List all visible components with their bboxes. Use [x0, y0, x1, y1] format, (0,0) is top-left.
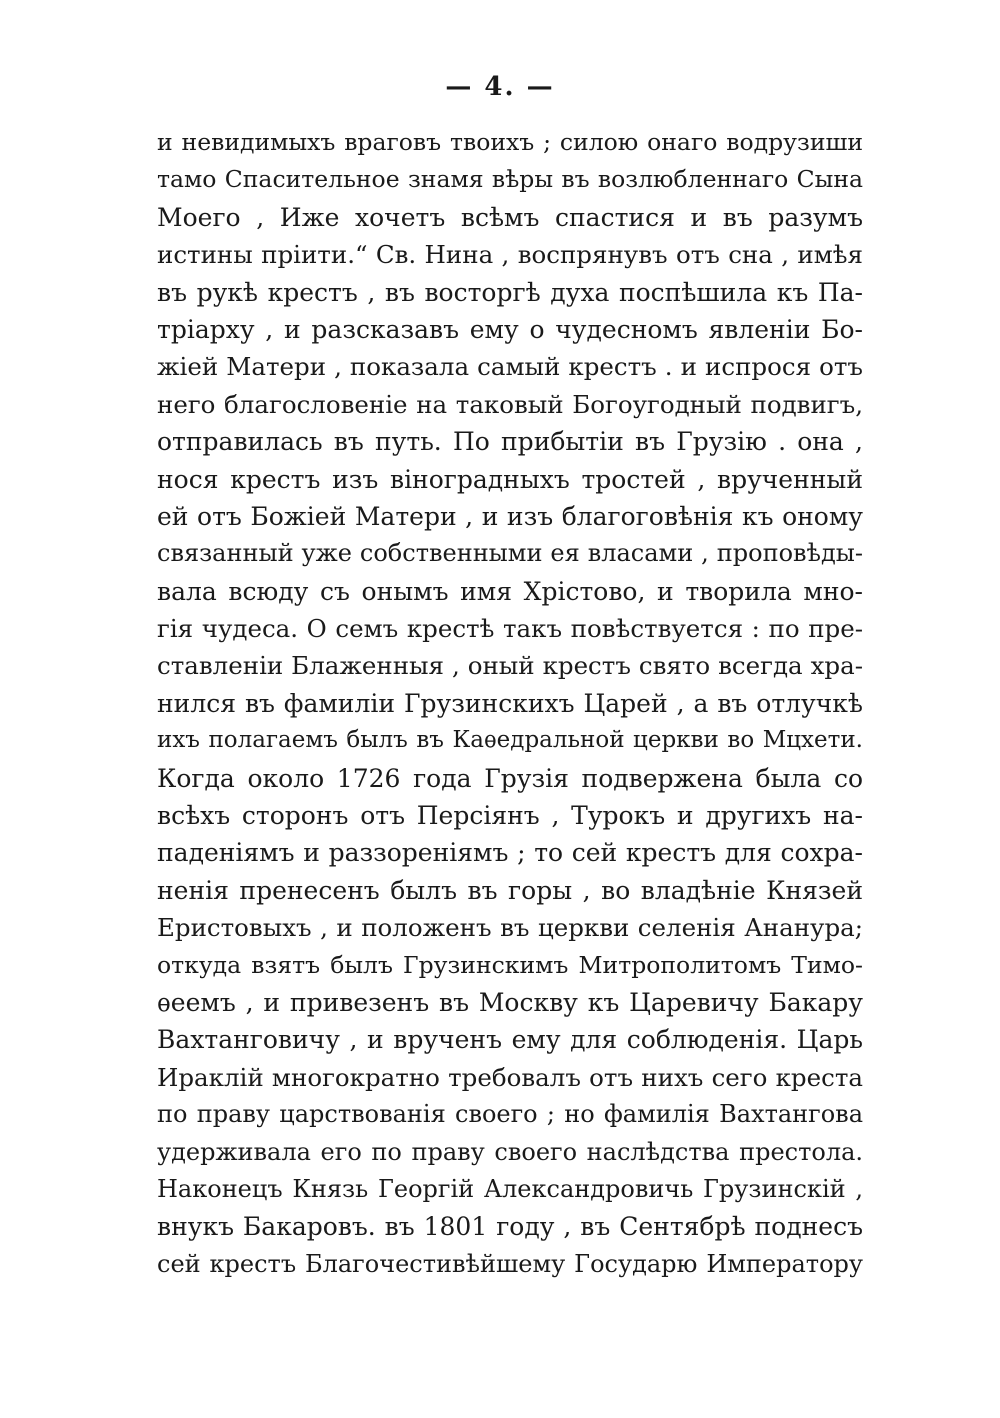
text-line: истины пріити.“ Св. Нина , воспрянувъ отъ сна , имѣя: [157, 240, 863, 270]
text-line: него благословеніе на таковый Богоугодный подвигъ,: [157, 389, 863, 419]
body-text: [157, 124, 863, 1283]
text-line: и невидимыхъ враговъ твоихъ ; силою онаго водрузиши: [157, 128, 863, 156]
text-line: внукъ Бакаровъ. въ 1801 году , въ Сентябрѣ поднесъ: [157, 1212, 863, 1242]
text-line: Ираклій многократно требовалъ отъ нихъ сего креста: [157, 1062, 863, 1092]
text-line: Когда около 1726 года Грузія подвержена была со: [157, 763, 863, 793]
text-line: Моего , Иже хочетъ всѣмъ спастися и въ разумъ: [157, 202, 863, 232]
page-number: — 4. —: [445, 72, 555, 102]
text-line: отправилась въ путь. По прибытіи въ Грузію . она ,: [157, 427, 863, 457]
text-line: сей крестъ Благочестивѣйшему Государю Императору: [157, 1249, 863, 1278]
text-line: Еристовыхъ , и положенъ въ церкви селенія Ананура;: [157, 913, 863, 943]
text-line: тамо Спасительное знамя вѣры въ возлюбленнаго Сына: [157, 165, 863, 194]
text-line: гія чудеса. О семъ крестѣ такъ повѣствуется : по пре-: [157, 614, 863, 644]
text-line: ихъ полагаемъ былъ въ Каѳедральной церкви во Мцхети.: [157, 727, 863, 754]
text-line: ѳеемъ , и привезенъ въ Москву къ Царевичу Бакару: [157, 987, 863, 1017]
text-line: связанный уже собственными ея власами , проповѣды-: [157, 539, 863, 568]
text-line: нося крестъ изъ віноградныхъ тростей , врученный: [157, 464, 863, 494]
text-line: нился въ фамиліи Грузинскихъ Царей , а въ отлучкѣ: [157, 688, 863, 718]
text-line: тріарху , и разсказавъ ему о чудесномъ явленіи Бо-: [157, 314, 863, 344]
text-line: Наконецъ Князь Георгій Александровичь Грузинскій ,: [157, 1174, 863, 1203]
text-line: ставленіи Блаженныя , оный крестъ свято всегда хра-: [157, 651, 863, 681]
text-line: вала всюду съ онымъ имя Хрістово, и творила мно-: [157, 576, 863, 606]
text-line: Вахтанговичу , и врученъ ему для соблюденія. Царь: [157, 1025, 863, 1055]
text-line: ненія пренесенъ былъ въ горы , во владѣніе Князей: [157, 875, 863, 905]
text-line: по праву царствованія своего ; но фамилія Вахтангова: [157, 1100, 863, 1129]
text-line: въ рукѣ крестъ , въ восторгѣ духа поспѣшила къ Па-: [157, 277, 863, 307]
text-line: удерживала его по праву своего наслѣдства престола.: [157, 1137, 863, 1166]
text-line: откуда взятъ былъ Грузинскимъ Митрополитомъ Тимо-: [157, 950, 863, 979]
text-line: паденіямъ и раззореніямъ ; то сей крестъ для сохра-: [157, 838, 863, 868]
text-line: ей отъ Божіей Матери , и изъ благоговѣнія къ оному: [157, 501, 863, 531]
text-line: всѣхъ сторонъ отъ Персіянъ , Турокъ и другихъ на-: [157, 801, 863, 831]
text-line: жіей Матери , показала самый крестъ . и испрося отъ: [157, 352, 863, 382]
